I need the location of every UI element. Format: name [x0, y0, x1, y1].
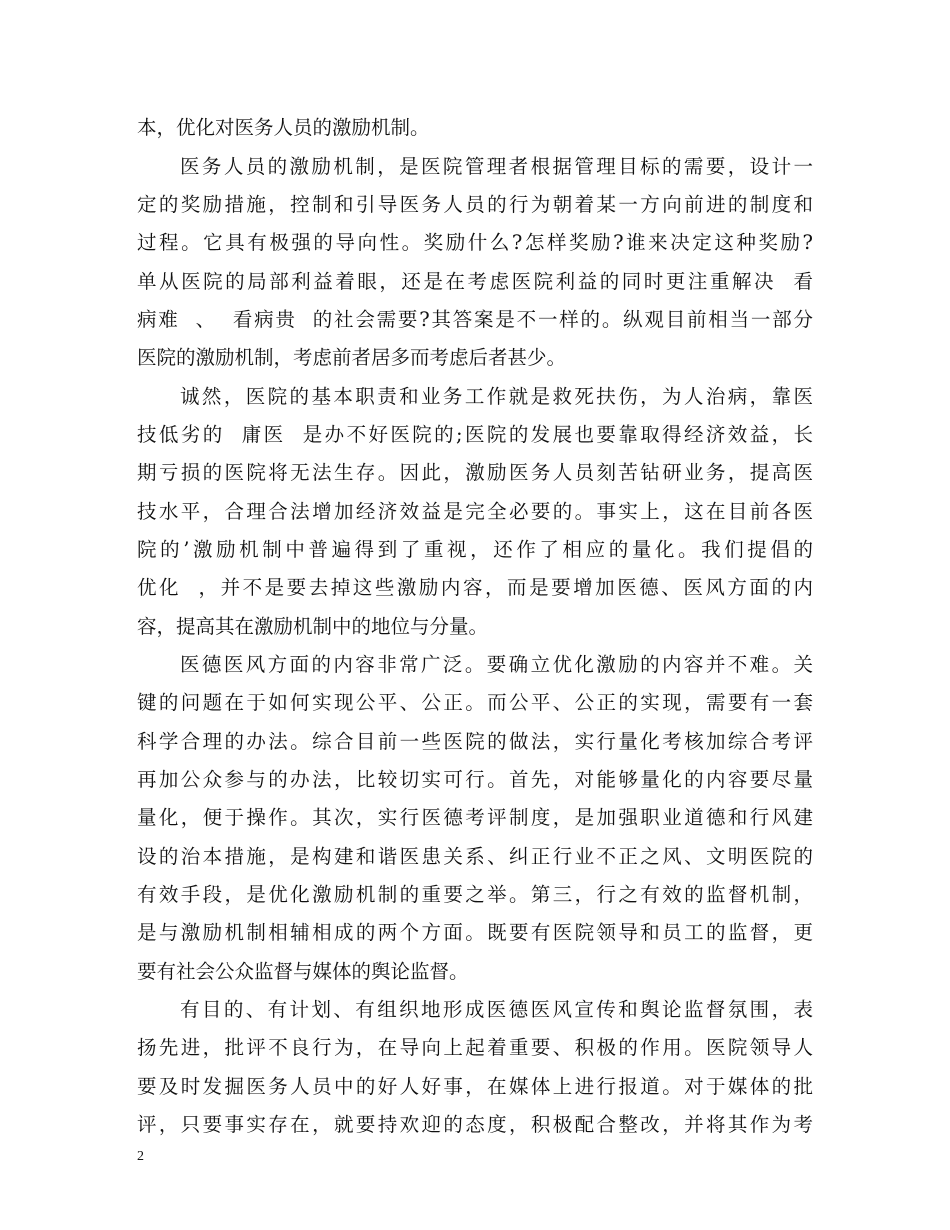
text-line: 有效手段，是优化激励机制的重要之举。第三，行之有效的监督机制， — [137, 883, 813, 906]
text-line: 医务人员的激励机制，是医院管理者根据管理目标的需要，设计一 — [180, 155, 813, 178]
text-line: 诚然，医院的基本职责和业务工作就是救死扶伤，为人治病，靠医 — [180, 385, 813, 408]
text-line: 评，只要事实存在，就要持欢迎的态度，积极配合整改，并将其作为考 — [137, 1113, 813, 1136]
text-line: 键的问题在于如何实现公平、公正。而公平、公正的实现，需要有一套 — [137, 691, 813, 714]
text-line: 有目的、有计划、有组织地形成医德医风宣传和舆论监督氛围，表 — [180, 998, 813, 1021]
text-line: 技水平，合理合法增加经济效益是完全必要的。事实上，这在目前各医 — [137, 500, 813, 523]
text-line: 病难 、 看病贵 的社会需要?其答案是不一样的。纵观目前相当一部分 — [137, 308, 813, 331]
text-line: 本，优化对医务人员的激励机制。 — [137, 116, 430, 139]
text-line: 期亏损的医院将无法生存。因此，激励医务人员刻苦钻研业务，提高医 — [137, 461, 813, 484]
text-line: 过程。它具有极强的导向性。奖励什么?怎样奖励?谁来决定这种奖励? — [137, 231, 813, 254]
text-line: 再加公众参与的办法，比较切实可行。首先，对能够量化的内容要尽量 — [137, 768, 813, 791]
text-line: 扬先进，批评不良行为，在导向上起着重要、积极的作用。医院领导人 — [137, 1036, 813, 1059]
text-line: 院的’激励机制中普遍得到了重视，还作了相应的量化。我们提倡的 — [137, 538, 813, 561]
text-line: 设的治本措施，是构建和谐医患关系、纠正行业不正之风、文明医院的 — [137, 845, 813, 868]
text-line: 量化，便于操作。其次，实行医德考评制度，是加强职业道德和行风建 — [137, 806, 813, 829]
text-line: 要有社会公众监督与媒体的舆论监督。 — [137, 960, 469, 983]
text-line: 医德医风方面的内容非常广泛。要确立优化激励的内容并不难。关 — [180, 653, 813, 676]
text-line: 技低劣的 庸医 是办不好医院的;医院的发展也要靠取得经济效益，长 — [137, 423, 813, 446]
page-number: 2 — [137, 1149, 144, 1164]
text-line: 优化 ，并不是要去掉这些激励内容，而是要增加医德、医风方面的内 — [137, 576, 813, 599]
text-line: 定的奖励措施，控制和引导医务人员的行为朝着某一方向前进的制度和 — [137, 193, 813, 216]
text-line: 要及时发掘医务人员中的好人好事，在媒体上进行报道。对于媒体的批 — [137, 1075, 813, 1098]
text-line: 科学合理的办法。综合目前一些医院的做法，实行量化考核加综合考评 — [137, 730, 813, 753]
text-line: 医院的激励机制，考虑前者居多而考虑后者甚少。 — [137, 346, 567, 369]
text-line: 单从医院的局部利益着眼，还是在考虑医院利益的同时更注重解决 看 — [137, 270, 813, 293]
text-line: 容，提高其在激励机制中的地位与分量。 — [137, 615, 489, 638]
text-line: 是与激励机制相辅相成的两个方面。既要有医院领导和员工的监督，更 — [137, 921, 813, 944]
